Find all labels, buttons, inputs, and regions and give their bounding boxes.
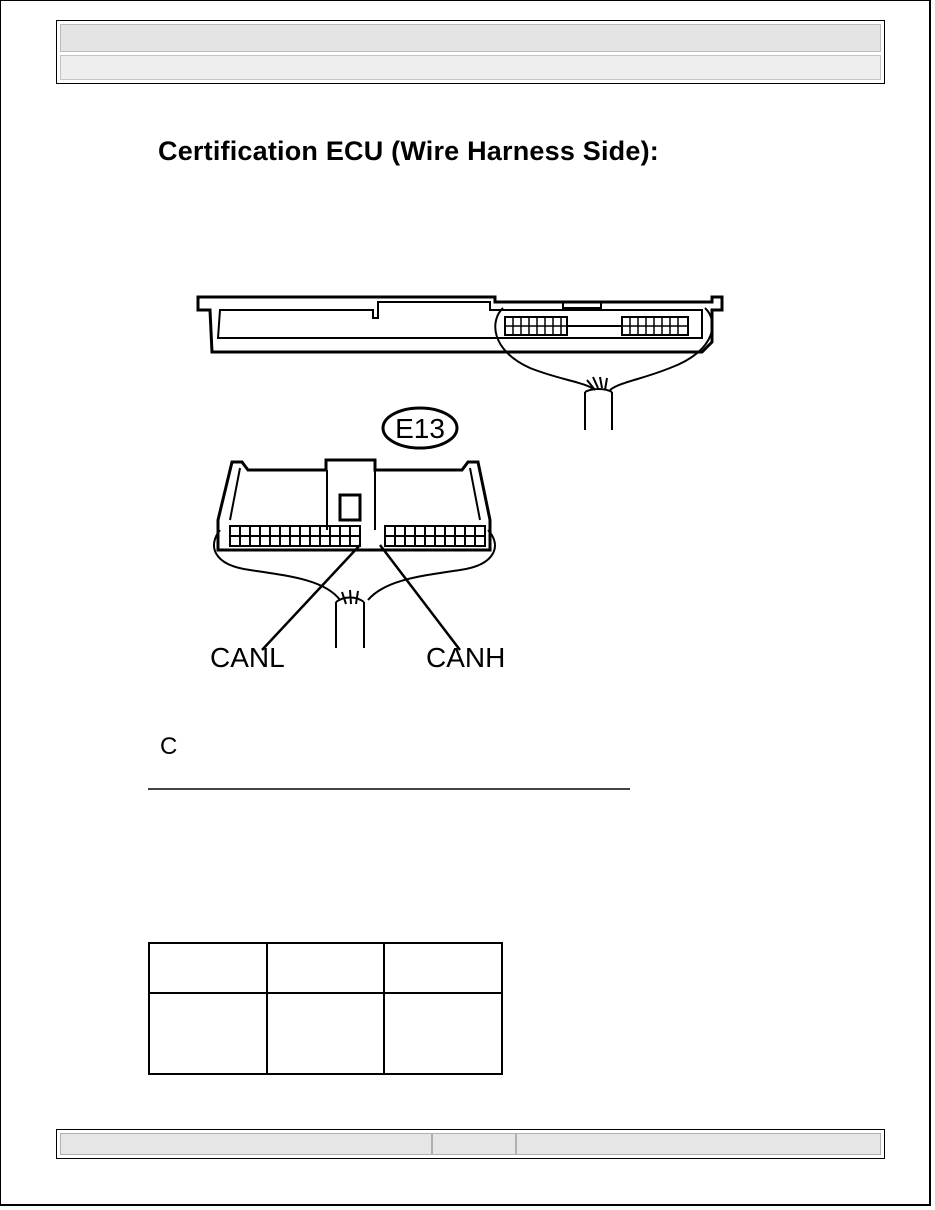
page-title: Certification ECU (Wire Harness Side): [158, 136, 659, 166]
header-bar-top [60, 24, 881, 52]
connector-diagram [190, 280, 750, 700]
table-header-cell [149, 943, 267, 993]
table-cell [384, 993, 502, 1074]
canh-pin-label: CANH [426, 642, 506, 673]
section-divider [148, 788, 630, 790]
table-cell [267, 993, 385, 1074]
table-row [149, 993, 502, 1074]
section-label: C [160, 733, 178, 760]
table-header-cell [384, 943, 502, 993]
footer-cell-right [516, 1133, 881, 1155]
document-footer [56, 1129, 885, 1159]
header-bar-bottom [60, 55, 881, 80]
specification-table [148, 942, 503, 1075]
canh-leader-line [380, 545, 460, 650]
document-header [56, 20, 885, 84]
table-header-row [149, 943, 502, 993]
footer-cell-left [60, 1133, 432, 1155]
ecu-connector-housing [198, 297, 722, 352]
table-header-cell [267, 943, 385, 993]
connector-id-label: E13 [395, 413, 445, 444]
e13-terminal-block [230, 526, 485, 546]
canl-pin-label: CANL [210, 642, 285, 673]
footer-cell-middle [432, 1133, 516, 1155]
e13-wire-harness [214, 530, 495, 648]
e13-badge [383, 408, 457, 448]
pin-leader-lines [262, 545, 460, 650]
table-cell [149, 993, 267, 1074]
